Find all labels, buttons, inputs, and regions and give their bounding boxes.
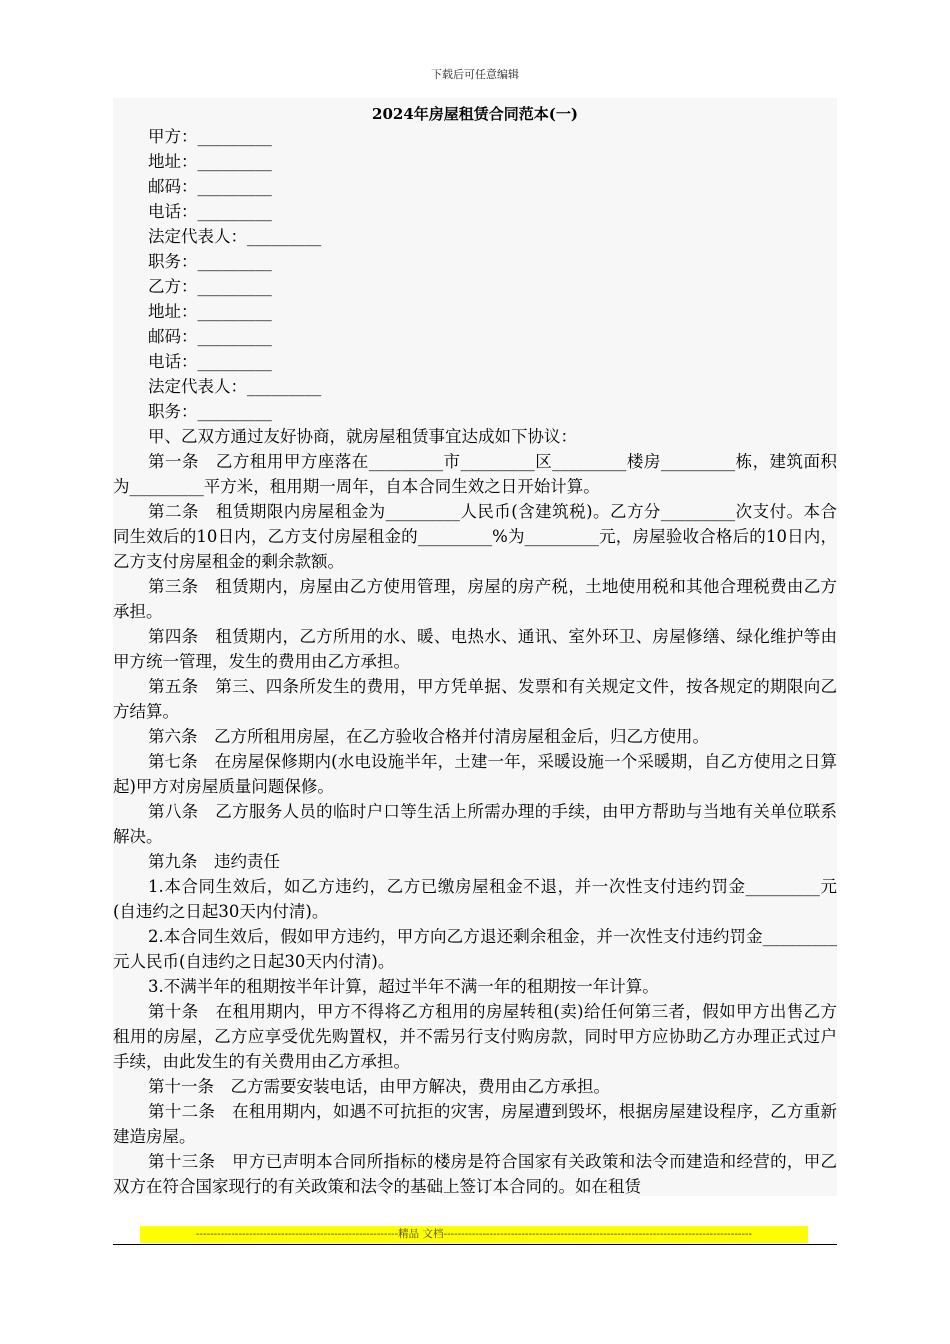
article-6: 第六条 乙方所租用房屋，在乙方验收合格并付清房屋租金后，归乙方使用。 — [148, 727, 709, 746]
field-position-b: 职务：_________ — [148, 402, 272, 421]
article-8: 第八条 乙方服务人员的临时户口等生活上所需办理的手续，由甲方帮助与当地有关单位联系解决。 — [113, 802, 837, 846]
article-12: 第十二条 在租用期内，如遇不可抗拒的灾害，房屋遭到毁坏，根据房屋建设程序，乙方重新建造房屋。 — [113, 1102, 837, 1146]
article-9-clause-1: 1.本合同生效后，如乙方违约，乙方已缴房屋租金不退，并一次性支付违约罚金_________元(自违约之日起30天内付清)。 — [113, 877, 837, 921]
field-party-a: 甲方：_________ — [148, 127, 272, 146]
field-phone-a: 电话：_________ — [148, 202, 272, 221]
article-3: 第三条 租赁期内，房屋由乙方使用管理，房屋的房产税，土地使用税和其他合理税费由乙方承担。 — [113, 577, 837, 621]
article-13: 第十三条 甲方已声明本合同所指标的楼房是符合国家有关政策和法令而建造和经营的，甲乙双方在符合国家现行的有关政策和法令的基础上签订本合同的。如在租赁 — [113, 1152, 837, 1196]
field-postcode-a: 邮码：_________ — [148, 177, 272, 196]
article-1: 第一条 乙方租用甲方座落在_________市_________区_________楼房_________栋，建筑面积为_________平方米，租用期一周年，自本合同生效之日开始计算。 — [113, 452, 837, 496]
field-address-b: 地址：_________ — [148, 302, 272, 321]
article-4: 第四条 租赁期内，乙方所用的水、暖、电热水、通讯、室外环卫、房屋修缮、绿化维护等由甲方统一管理，发生的费用由乙方承担。 — [113, 627, 837, 671]
article-7: 第七条 在房屋保修期内(水电设施半年，土建一年，采暖设施一个采暖期，自乙方使用之日算起)甲方对房屋质量问题保修。 — [113, 752, 837, 796]
header-note: 下载后可任意编辑 — [431, 68, 519, 81]
field-phone-b: 电话：_________ — [148, 352, 272, 371]
field-position-a: 职务：_________ — [148, 252, 272, 271]
field-legal-rep-b: 法定代表人：_________ — [148, 377, 322, 396]
intro-paragraph: 甲、乙双方通过友好协商，就房屋租赁事宜达成如下协议： — [148, 427, 577, 446]
article-11: 第十一条 乙方需要安装电话，由甲方解决，费用由乙方承担。 — [148, 1077, 610, 1096]
contract-body — [113, 424, 837, 1199]
footer-watermark: ---------------------------------------------------------精品 文档--------------------------------------------------------------------------------------- — [140, 1226, 808, 1243]
article-10: 第十条 在租用期内，甲方不得将乙方租用的房屋转租(卖)给任何第三者，假如甲方出售乙方租用的房屋，乙方应享受优先购置权，并不需另行支付购房款，同时甲方应协助乙方办理正式过户手续，由此发生的有关费用由乙方承担。 — [113, 1002, 837, 1071]
field-postcode-b: 邮码：_________ — [148, 327, 272, 346]
article-9-clause-2: 2.本合同生效后，假如甲方违约，甲方向乙方退还剩余租金，并一次性支付违约罚金_________元人民币(自违约之日起30天内付清)。 — [113, 927, 837, 971]
field-address-a: 地址：_________ — [148, 152, 272, 171]
article-2: 第二条 租赁期限内房屋租金为_________人民币(含建筑税)。乙方分_________次支付。本合同生效后的10日内，乙方支付房屋租金的_________%为_________元，房屋验收合格后的10日内，乙方支付房屋租金的剩余款额。 — [113, 502, 837, 571]
document-title: 2024年房屋租赁合同范本(一) — [372, 105, 578, 123]
party-fields — [148, 124, 321, 424]
field-legal-rep-a: 法定代表人：_________ — [148, 227, 322, 246]
field-party-b: 乙方：_________ — [148, 277, 272, 296]
article-5: 第五条 第三、四条所发生的费用，甲方凭单据、发票和有关规定文件，按各规定的期限向乙方结算。 — [113, 677, 837, 721]
article-9-heading: 第九条 违约责任 — [148, 852, 280, 871]
article-9-clause-3: 3.不满半年的租期按半年计算，超过半年不满一年的租期按一年计算。 — [148, 977, 659, 996]
footer-divider — [113, 1244, 837, 1245]
